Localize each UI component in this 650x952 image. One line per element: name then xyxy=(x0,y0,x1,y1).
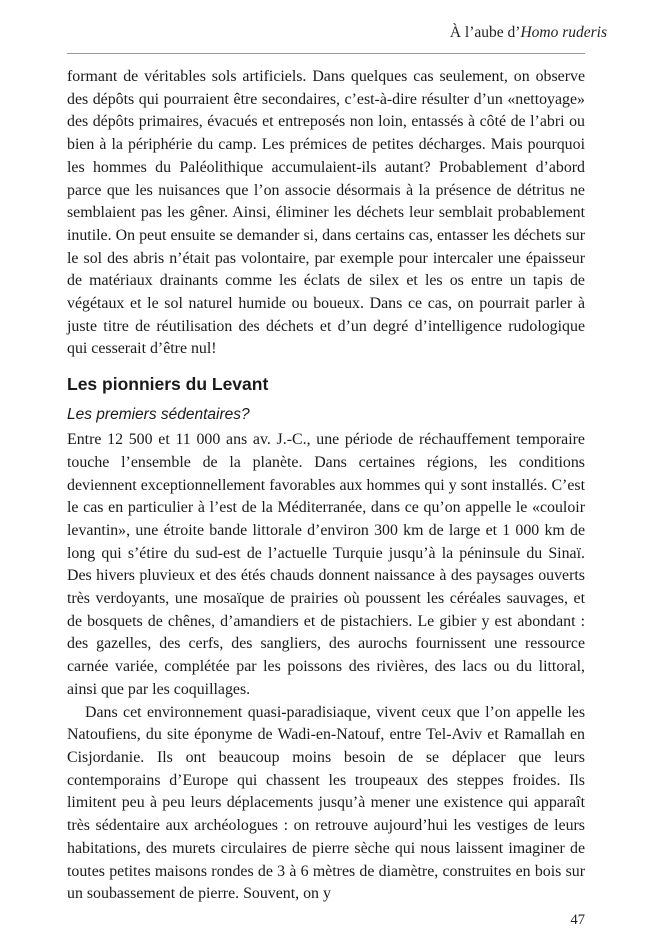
running-head-title: Homo ruderis xyxy=(520,24,607,41)
sub-heading: Les premiers sédentaires? xyxy=(67,406,250,424)
section-heading: Les pionniers du Levant xyxy=(67,374,269,395)
running-head-prefix: À l’aube d’ xyxy=(449,24,521,41)
paragraph: Entre 12 500 et 11 000 ans av. J.-C., une période de réchauffement temporaire touche l’ensemble de la planète. Dans certaines régions, les conditions deviennent exceptionnellement favorables aux hommes qui y sont installés. C’est le cas en particulier à l’est de la Méditerranée, dans ce qu’on appelle le «couloir levantin», une étroite bande littorale d’environ 300 km de large et 1 000 km de long qui s’étire du sud-est de l’actuelle Turquie jusqu’à la péninsule du Sinaï. Des hivers pluvieux et des étés chauds donnent naissance à des paysages ouverts très verdoyants, une mosaïque de prairies où poussent les céréales sauvages, et de bosquets de chênes, d’amandiers et de pistachiers. Le gibier y est abondant : des gazelles, des cerfs, des sangliers, des aurochs fournissent une ressource carnée variée, complétée par les poissons des rivières, des lacs ou du littoral, ainsi que par les coquillages. xyxy=(67,431,585,698)
paragraph: Dans cet environnement quasi-paradisiaque, vivent ceux que l’on appelle les Natoufiens, du site éponyme de Wadi-en-Natouf, entre Tel-Aviv et Ramallah en Cisjordanie. Ils ont beaucoup moins besoin de se déplacer que leurs contemporains d’Europe qui chassent les troupeaux des steppes froides. Ils limitent peu à peu leurs déplacements jusqu’à mener une existence qui apparaît très sédentaire aux archéologues : on retrouve aujourd’hui les vestiges de leurs habitations, des murets circulaires de pierre sèche qui nous laissent imaginer de toutes petites maisons rondes de 3 à 6 mètres de diamètre, construites en bois sur un soubassement de pierre. Souvent, on y xyxy=(67,703,585,903)
running-head xyxy=(450,24,607,42)
page-number: 47 xyxy=(570,912,585,928)
body-text xyxy=(67,66,585,906)
header-rule xyxy=(67,53,585,54)
paragraph: formant de véritables sols artificiels. Dans quelques cas seulement, on observe des dépôts qui pourraient être secondaires, c’est-à-dire résulter d’un «nettoyage» des dépôts primaires, évacués et entreposés non loin, entassés à côté de l’abri ou bien à la périphérie du camp. Les prémices de petites décharges. Mais pourquoi les hommes du Paléolithique accumulaient-ils autant? Probablement d’abord parce que les nuisances que l’on associe désormais à la présence de détritus ne semblaient pas les gêner. Ainsi, éliminer les déchets leur semblait probablement inutile. On peut ensuite se demander si, dans certains cas, entasser les déchets sur le sol des abris n’était pas volontaire, par exemple pour intercaler une épaisseur de matériaux drainants comme les éclats de silex et les os entre un tapis de végétaux et le sol naturel humide ou boueux. Dans ce cas, on pourrait parler à juste titre de réutilisation des déchets et d’un degré d’intelligence rudologique qui cesserait d’être nul! xyxy=(67,68,585,358)
